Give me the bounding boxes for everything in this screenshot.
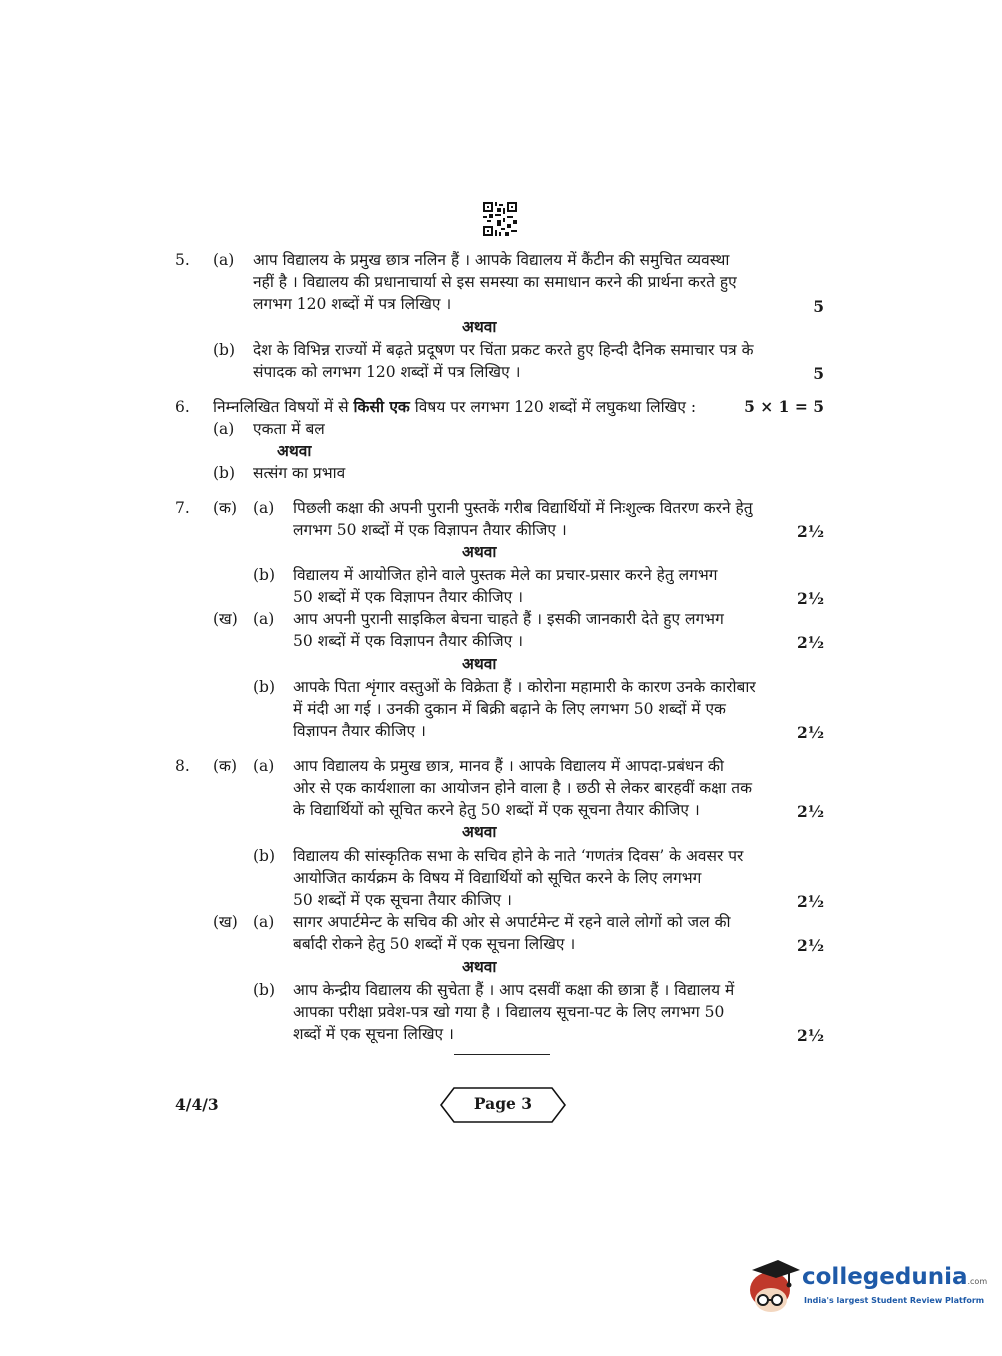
- text-part: विषय पर लगभग 120 शब्दों में लघुकथा लिखिए :: [409, 398, 697, 416]
- or-label: अथवा: [462, 654, 497, 673]
- marks: 2½: [797, 892, 824, 911]
- logo-wordmark: [802, 1264, 987, 1290]
- question-number: 6.: [175, 398, 190, 416]
- option-label: (a): [213, 251, 235, 269]
- mascot-icon: [744, 1256, 800, 1316]
- question-text: आप विद्यालय के प्रमुख छात्र, मानव हैं । आपके विद्यालय में आपदा-प्रबंधन की: [293, 757, 724, 775]
- section-label: (ख): [213, 610, 238, 628]
- option-label: (b): [253, 678, 276, 696]
- question-text: के विद्यार्थियों को सूचित करने हेतु 50 शब्दों में एक सूचना तैयार कीजिए ।: [293, 801, 700, 819]
- option-label: (b): [253, 981, 276, 999]
- question-text: 50 शब्दों में एक विज्ञापन तैयार कीजिए ।: [293, 588, 523, 606]
- paper-code: 4/4/3: [175, 1095, 219, 1114]
- question-text: पिछली कक्षा की अपनी पुरानी पुस्तकें गरीब विद्यार्थियों में निःशुल्क वितरण करने हेतु: [293, 499, 753, 517]
- question-text: संपादक को लगभग 120 शब्दों में पत्र लिखिए ।: [253, 363, 521, 381]
- question-text: 50 शब्दों में एक सूचना तैयार कीजिए ।: [293, 891, 512, 909]
- logo-tagline: India's largest Student Review Platform: [804, 1296, 985, 1305]
- or-label: अथवा: [277, 441, 312, 460]
- option-label: (b): [253, 847, 276, 865]
- marks: 2½: [797, 802, 824, 821]
- question-text: शब्दों में एक सूचना लिखिए ।: [293, 1025, 454, 1043]
- marks: 5: [813, 297, 824, 316]
- question-text: विज्ञापन तैयार कीजिए ।: [293, 722, 426, 740]
- option-label: (b): [253, 566, 276, 584]
- question-text: लगभग 50 शब्दों में एक विज्ञापन तैयार कीजिए ।: [293, 521, 567, 539]
- marks: 2½: [797, 936, 824, 955]
- end-divider: [454, 1054, 550, 1055]
- section-label: (क): [213, 499, 237, 517]
- question-text: ओर से एक कार्यशाला का आयोजन होने वाला है । छठी से लेकर बारहवीं कक्षा तक: [293, 779, 752, 797]
- option-label: (a): [253, 499, 275, 517]
- option-text: एकता में बल: [253, 420, 325, 438]
- option-label: (a): [253, 913, 275, 931]
- text-part-bold: किसी एक: [353, 397, 410, 416]
- question-text: नहीं है । विद्यालय की प्रधानाचार्या से इस समस्या का समाधान करने की प्रार्थना करते हुए: [253, 273, 737, 291]
- question-number: 7.: [175, 499, 190, 517]
- question-text: आयोजित कार्यक्रम के विषय में विद्यार्थियों को सूचित करने के लिए लगभग: [293, 869, 702, 887]
- marks: 2½: [797, 589, 824, 608]
- question-text: बर्बादी रोकने हेतु 50 शब्दों में एक सूचना लिखिए ।: [293, 935, 576, 953]
- logo-name: collegedunia: [802, 1264, 968, 1290]
- question-text: आप केन्द्रीय विद्यालय की सुचेता हैं । आप दसवीं कक्षा की छात्रा हैं । विद्यालय में: [293, 981, 735, 999]
- question-text: विद्यालय में आयोजित होने वाले पुस्तक मेले का प्रचार-प्रसार करने हेतु लगभग: [293, 566, 718, 584]
- question-text: [213, 396, 696, 418]
- option-label: (a): [213, 420, 235, 438]
- option-label: (b): [213, 341, 236, 359]
- question-text: सागर अपार्टमेन्ट के सचिव की ओर से अपार्टमेन्ट में रहने वाले लोगों को जल की: [293, 913, 731, 931]
- marks: 2½: [797, 522, 824, 541]
- question-text: आप अपनी पुरानी साइकिल बेचना चाहते हैं । इसकी जानकारी देते हुए लगभग: [293, 610, 724, 628]
- question-text: आपके पिता शृंगार वस्तुओं के विक्रेता हैं । कोरोना महामारी के कारण उनके कारोबार: [293, 678, 756, 696]
- marks: 2½: [797, 1026, 824, 1045]
- option-label: (a): [253, 757, 275, 775]
- question-text: में मंदी आ गई । उनकी दुकान में बिक्री बढ़ाने के लिए लगभग 50 शब्दों में एक: [293, 700, 726, 718]
- question-text: आप विद्यालय के प्रमुख छात्र नलिन हैं । आपके विद्यालय में कैंटीन की समुचित व्यवस्था: [253, 251, 730, 269]
- marks: 2½: [797, 723, 824, 742]
- question-text: 50 शब्दों में एक विज्ञापन तैयार कीजिए ।: [293, 632, 523, 650]
- option-text: सत्संग का प्रभाव: [253, 464, 346, 482]
- marks: 5 × 1 = 5: [744, 397, 824, 416]
- question-text: आपका परीक्षा प्रवेश-पत्र खो गया है । विद्यालय सूचना-पट के लिए लगभग 50: [293, 1003, 725, 1021]
- logo-suffix: .com: [967, 1277, 988, 1286]
- or-label: अथवा: [462, 317, 497, 336]
- question-number: 5.: [175, 251, 190, 269]
- option-label: (a): [253, 610, 275, 628]
- or-label: अथवा: [462, 957, 497, 976]
- marks: 2½: [797, 633, 824, 652]
- question-text: देश के विभिन्न राज्यों में बढ़ते प्रदूषण पर चिंता प्रकट करते हुए हिन्दी दैनिक समाचार पत्र के: [253, 341, 754, 359]
- or-label: अथवा: [462, 542, 497, 561]
- question-text: लगभग 120 शब्दों में पत्र लिखिए ।: [253, 295, 452, 313]
- option-label: (b): [213, 464, 236, 482]
- qr-code-icon: [483, 202, 517, 236]
- collegedunia-logo: [744, 1256, 988, 1316]
- page-number: Page 3: [473, 1094, 533, 1113]
- or-label: अथवा: [462, 822, 497, 841]
- section-label: (क): [213, 757, 237, 775]
- question-text: विद्यालय की सांस्कृतिक सभा के सचिव होने के नाते ‘गणतंत्र दिवस’ के अवसर पर: [293, 847, 744, 865]
- marks: 5: [813, 364, 824, 383]
- question-number: 8.: [175, 757, 190, 775]
- section-label: (ख): [213, 913, 238, 931]
- text-part: निम्नलिखित विषयों में से: [213, 398, 354, 416]
